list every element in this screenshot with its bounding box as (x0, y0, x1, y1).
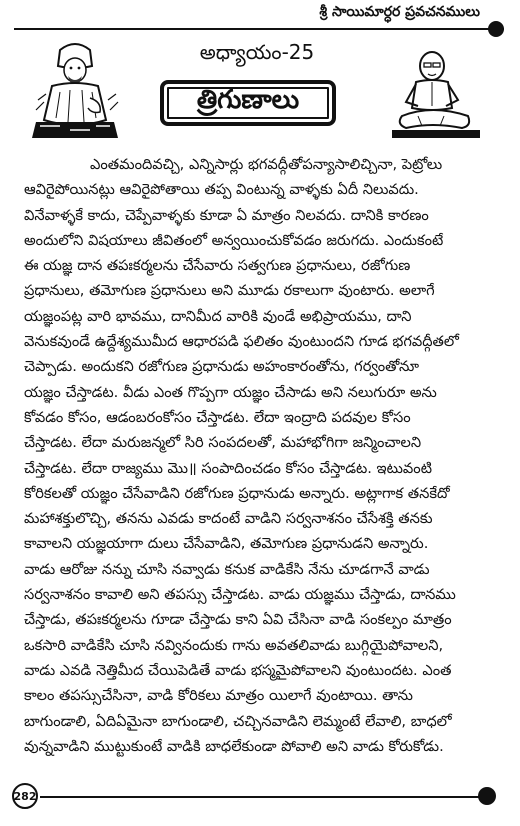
header-rule (14, 28, 504, 30)
body-line: మహాశక్తులొచ్చి, తనను ఎవడు కాదంటే వాడిని సర్వనాశనం చేసేశక్తి తనకు (24, 510, 433, 528)
body-line: బాగుండాలి, ఏదిఏమైనా బాగుండాలి, చచ్చినవాడిని లెమ్మంటే లేవాలి, బాధలో (24, 712, 452, 730)
body-text (24, 152, 494, 759)
body-line: వున్నవాడిని ముట్టుకుంటే వాడికి బాధలేకుండా పోవాలి అని వాడు కోరుకోడు. (24, 737, 444, 755)
body-line: వాడు ఆరోజు నన్ను చూసి నవ్వాడు కనుక వాడికేసి నేను చూడగానే వాడు (24, 560, 430, 578)
body-line: ప్రధానులు, తమోగుణ ప్రధానులు అని మూడు రకాలుగా వుంటారు. అలాగే (24, 282, 435, 300)
body-line: యజ్ఞం చేస్తాడట. వీడు ఎంత గొప్పగా యజ్ఞం చేసాడు అని నలుగురూ అను (24, 383, 437, 401)
body-line: వినేవాళ్ళకే కాదు, చెప్పేవాళ్ళకు కూడా ఏ మాత్రం నిలవదు. దానికి కారణం (24, 206, 429, 224)
body-line: ఒకసారి వాడికేసి చూసి నవ్వినందుకు గాను అవతలివాడు బుగ్గియైపోవాలని, (24, 636, 444, 654)
header-dot-ornament (488, 21, 504, 37)
speaker-illustration (388, 44, 484, 140)
body-line: వాడు ఎవడి నెత్తిమీద చేయిపెడితే వాడు భస్మమైపోవాలని వుంటుందట. ఎంత (24, 661, 452, 679)
body-line: వెనుకవుండే ఉద్దేశ్యముమీద ఆధారపడి ఫలితం వుంటుందని గూడ భగవద్గీతలో (24, 333, 459, 351)
body-line: ఆవిరైపోయినట్లు ఆవిరైపోతాయి తప్ప వింటున్న వాళ్ళకు ఏదీ నిలువదు. (24, 181, 419, 199)
body-line: చేస్తాడు, తపఃకర్మలను గూడా చేస్తాడు కాని ఏవి చేసినా వాడి సంకల్పం మాత్రం (24, 611, 452, 629)
footer-dot-ornament (478, 787, 496, 805)
footer-rule (40, 796, 488, 798)
page-number: 282 (12, 783, 38, 809)
running-header: శ్రీ సాయిమార్ధర ప్రవచనములు (319, 4, 480, 20)
body-line: ఎంతమందివచ్చి, ఎన్నిసార్లు భగవద్గీతోపన్యాసాలిచ్చినా, పెట్రోలు (90, 156, 443, 173)
body-line: చేస్తాడట. లేదా మరుజన్మలో సిరి సంపదలతో, మహాభోగిగా జన్మించాలని (24, 434, 422, 452)
body-line: సర్వనాశనం కావాలి అని తపస్సు చేస్తాడట. వాడు యజ్ఞము చేస్తాడు, దానము (24, 586, 456, 604)
body-line: కావాలని యజ్ఞయాగా దులు చేసేవాడిని, తమోగుణ ప్రధానుడని అన్నారు. (24, 535, 429, 553)
body-line: కోరికలతో యజ్ఞం చేసేవాడిని రజోగుణ ప్రధానుడు అన్నారు. అట్లాగాక తనకేదో (24, 484, 450, 502)
body-line: కాలం తపస్సుచేసినా, వాడి కోరికలు మాత్రం యిలాగే వుంటాయి. తాను (24, 687, 413, 705)
chapter-title-box (160, 80, 336, 126)
body-line: అందులోని విషయాలు జీవితంలో అన్వయించుకోవడం జరుగదు. ఎందుకంటే (24, 231, 444, 249)
body-line: చెప్పాడు. అందుకని రజోగుణ ప్రధానుడు అహంకారంతోను, గర్వంతోనూ (24, 358, 419, 376)
body-line: యజ్ఞంపట్ల వారి భావము, దానిమీద వారికి వుండే అభిప్రాయము, దాని (24, 307, 412, 325)
body-line: చేస్తాడట. లేదా రాజ్యము మొ॥ సంపాదించడం కోసం చేస్తాడట. ఇటువంటి (24, 459, 432, 477)
chapter-title: త్రిగుణాలు (196, 85, 300, 115)
body-line: ఈ యజ్ఞ దాన తపఃకర్మలను చేసేవారు సత్వగుణ ప్రధానులు, రజోగుణ (24, 257, 411, 275)
chapter-number: అధ్యాయం-25 (199, 40, 315, 64)
body-line: కోవడం కోసం, ఆడంబరంకోసం చేస్తాడట. లేదా ఇంద్రాది పదవుల కోసం (24, 408, 411, 426)
saibaba-illustration (30, 40, 120, 140)
